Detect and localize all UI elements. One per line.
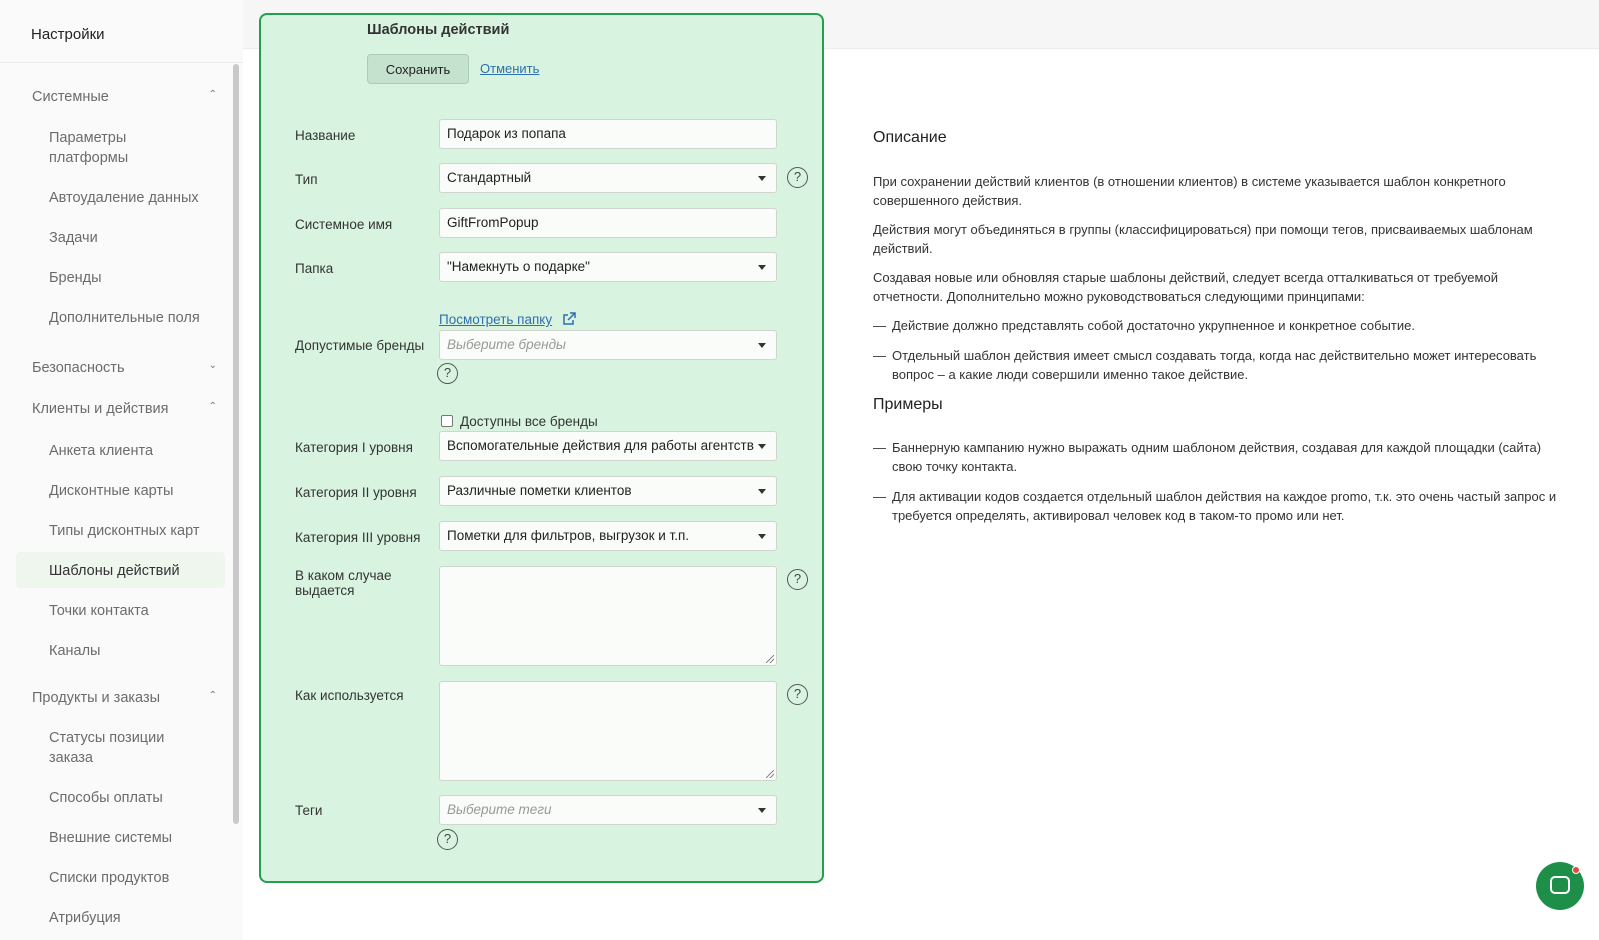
name-input[interactable]: Подарок из попапа	[439, 119, 777, 149]
sidebar-item-extra-fields[interactable]: Дополнительные поля	[49, 310, 200, 326]
sidebar-item-attribution[interactable]: Атрибуция	[49, 910, 121, 926]
category-3-label: Категория III уровня	[295, 530, 421, 545]
dropdown-caret-icon	[758, 808, 766, 813]
sidebar-group-label: Клиенты и действия	[32, 401, 169, 417]
resize-handle[interactable]	[766, 655, 774, 663]
dropdown-caret-icon	[758, 534, 766, 539]
external-link-icon[interactable]	[561, 311, 577, 327]
category-2-select[interactable]: Различные пометки клиентов	[439, 476, 777, 506]
chevron-down-icon: ⌄	[208, 360, 217, 371]
sidebar-group-label: Системные	[32, 89, 109, 105]
system-name-input[interactable]: GiftFromPopup	[439, 208, 777, 238]
help-icon[interactable]: ?	[437, 363, 458, 384]
sidebar-group-clients[interactable]	[32, 401, 217, 417]
save-button[interactable]: Сохранить	[367, 54, 469, 84]
help-icon[interactable]: ?	[787, 569, 808, 590]
sidebar-item-channels[interactable]: Каналы	[49, 643, 101, 659]
page-title: Шаблоны действий	[367, 22, 510, 38]
examples-title: Примеры	[873, 396, 943, 413]
view-folder-link[interactable]: Посмотреть папку	[439, 312, 553, 327]
all-brands-checkbox[interactable]	[441, 415, 453, 427]
folder-select[interactable]: "Намекнуть о подарке"	[439, 252, 777, 282]
dropdown-caret-icon	[758, 265, 766, 270]
sidebar-item-auto-delete[interactable]: Автоудаление данных	[49, 190, 199, 206]
description-panel	[873, 128, 1563, 536]
category-1-label: Категория I уровня	[295, 440, 413, 455]
tags-label: Теги	[295, 803, 323, 818]
sidebar-group-products[interactable]	[32, 690, 217, 706]
sidebar-item-action-templates[interactable]: Шаблоны действий	[49, 563, 180, 579]
sidebar-item-product-lists[interactable]: Списки продуктов	[49, 870, 170, 886]
resize-handle[interactable]	[766, 770, 774, 778]
all-brands-label: Доступны все бренды	[460, 414, 598, 429]
category-3-select[interactable]: Пометки для фильтров, выгрузок и т.п.	[439, 521, 777, 551]
when-given-label: В каком случае выдается	[295, 568, 392, 598]
sidebar-scrollbar[interactable]	[233, 64, 239, 824]
description-paragraph: При сохранении действий клиентов (в отношении клиентов) в системе указывается шаблон конкретного совершенного действия.	[873, 174, 1506, 208]
example-item: — Баннерную кампанию нужно выражать одним шаблоном действия, создавая для каждой площадки (сайта) свою точку контакта.	[873, 438, 1563, 476]
sidebar-group-label: Безопасность	[32, 360, 125, 376]
sidebar-item-platform-params[interactable]: Параметры платформы	[49, 130, 129, 166]
chevron-up-icon: ⌃	[208, 690, 217, 701]
example-item: — Для активации кодов создается отдельный шаблон действия на каждое promo, т.к. это очень частый запрос и требуется определять, активировал человек код в таком-то промо или нет.	[873, 487, 1563, 525]
help-icon[interactable]: ?	[787, 167, 808, 188]
sidebar-item-discount-cards[interactable]: Дисконтные карты	[49, 483, 174, 499]
sidebar-item-discount-card-types[interactable]: Типы дисконтных карт	[49, 523, 200, 539]
category-2-label: Категория II уровня	[295, 485, 417, 500]
principle-item: — Действие должно представлять собой достаточно укрупненное и конкретное событие.	[873, 316, 1563, 335]
sidebar-item-contact-points[interactable]: Точки контакта	[49, 603, 149, 619]
sidebar-item-payment-methods[interactable]: Способы оплаты	[49, 790, 163, 806]
sidebar-title: Настройки	[31, 26, 105, 43]
how-used-textarea[interactable]	[439, 681, 777, 781]
chevron-up-icon: ⌃	[208, 401, 217, 412]
dropdown-caret-icon	[758, 444, 766, 449]
type-select[interactable]: Стандартный	[439, 163, 777, 193]
brands-label: Допустимые бренды	[295, 338, 425, 353]
sidebar-item-brands[interactable]: Бренды	[49, 270, 102, 286]
category-1-select[interactable]: Вспомогательные действия для работы агентств	[439, 431, 777, 461]
sidebar-group-system[interactable]	[32, 89, 217, 105]
sidebar-group-label: Продукты и заказы	[32, 690, 161, 706]
description-title: Описание	[873, 129, 947, 146]
sidebar-item-external-systems[interactable]: Внешние системы	[49, 830, 173, 846]
notification-dot	[1572, 866, 1580, 874]
description-paragraph: Действия могут объединяться в группы (классифицироваться) при помощи тегов, присваиваемых шаблонам действий.	[873, 222, 1533, 256]
how-used-label: Как используется	[295, 688, 404, 703]
help-icon[interactable]: ?	[787, 684, 808, 705]
divider	[0, 62, 243, 63]
sidebar	[0, 0, 243, 940]
system-name-label: Системное имя	[295, 217, 393, 232]
sidebar-group-security[interactable]	[32, 360, 217, 376]
when-given-textarea[interactable]	[439, 566, 777, 666]
description-paragraph: Создавая новые или обновляя старые шаблоны действий, следует всегда отталкиваться от требуемой отчетности. Дополнительно можно руководствоваться следующими принципами:	[873, 270, 1498, 304]
type-label: Тип	[295, 172, 318, 187]
principle-item: — Отдельный шаблон действия имеет смысл создавать тогда, когда нас действительно может интересовать вопрос – а какие люди совершили именно такое действие.	[873, 346, 1563, 384]
dropdown-caret-icon	[758, 343, 766, 348]
tags-select[interactable]: Выберите теги	[439, 795, 777, 825]
cancel-link[interactable]: Отменить	[480, 61, 540, 76]
action-template-form	[259, 13, 824, 883]
name-label: Название	[295, 128, 356, 143]
chat-widget-button[interactable]	[1536, 862, 1584, 910]
chevron-up-icon: ⌃	[208, 89, 217, 100]
dropdown-caret-icon	[758, 489, 766, 494]
help-icon[interactable]: ?	[437, 829, 458, 850]
chat-icon	[1550, 876, 1570, 894]
sidebar-item-client-profile[interactable]: Анкета клиента	[49, 443, 154, 459]
sidebar-item-order-statuses[interactable]: Статусы позиции заказа	[49, 730, 165, 766]
brands-select[interactable]: Выберите бренды	[439, 330, 777, 360]
dropdown-caret-icon	[758, 176, 766, 181]
folder-label: Папка	[295, 261, 334, 276]
sidebar-item-tasks[interactable]: Задачи	[49, 230, 98, 246]
